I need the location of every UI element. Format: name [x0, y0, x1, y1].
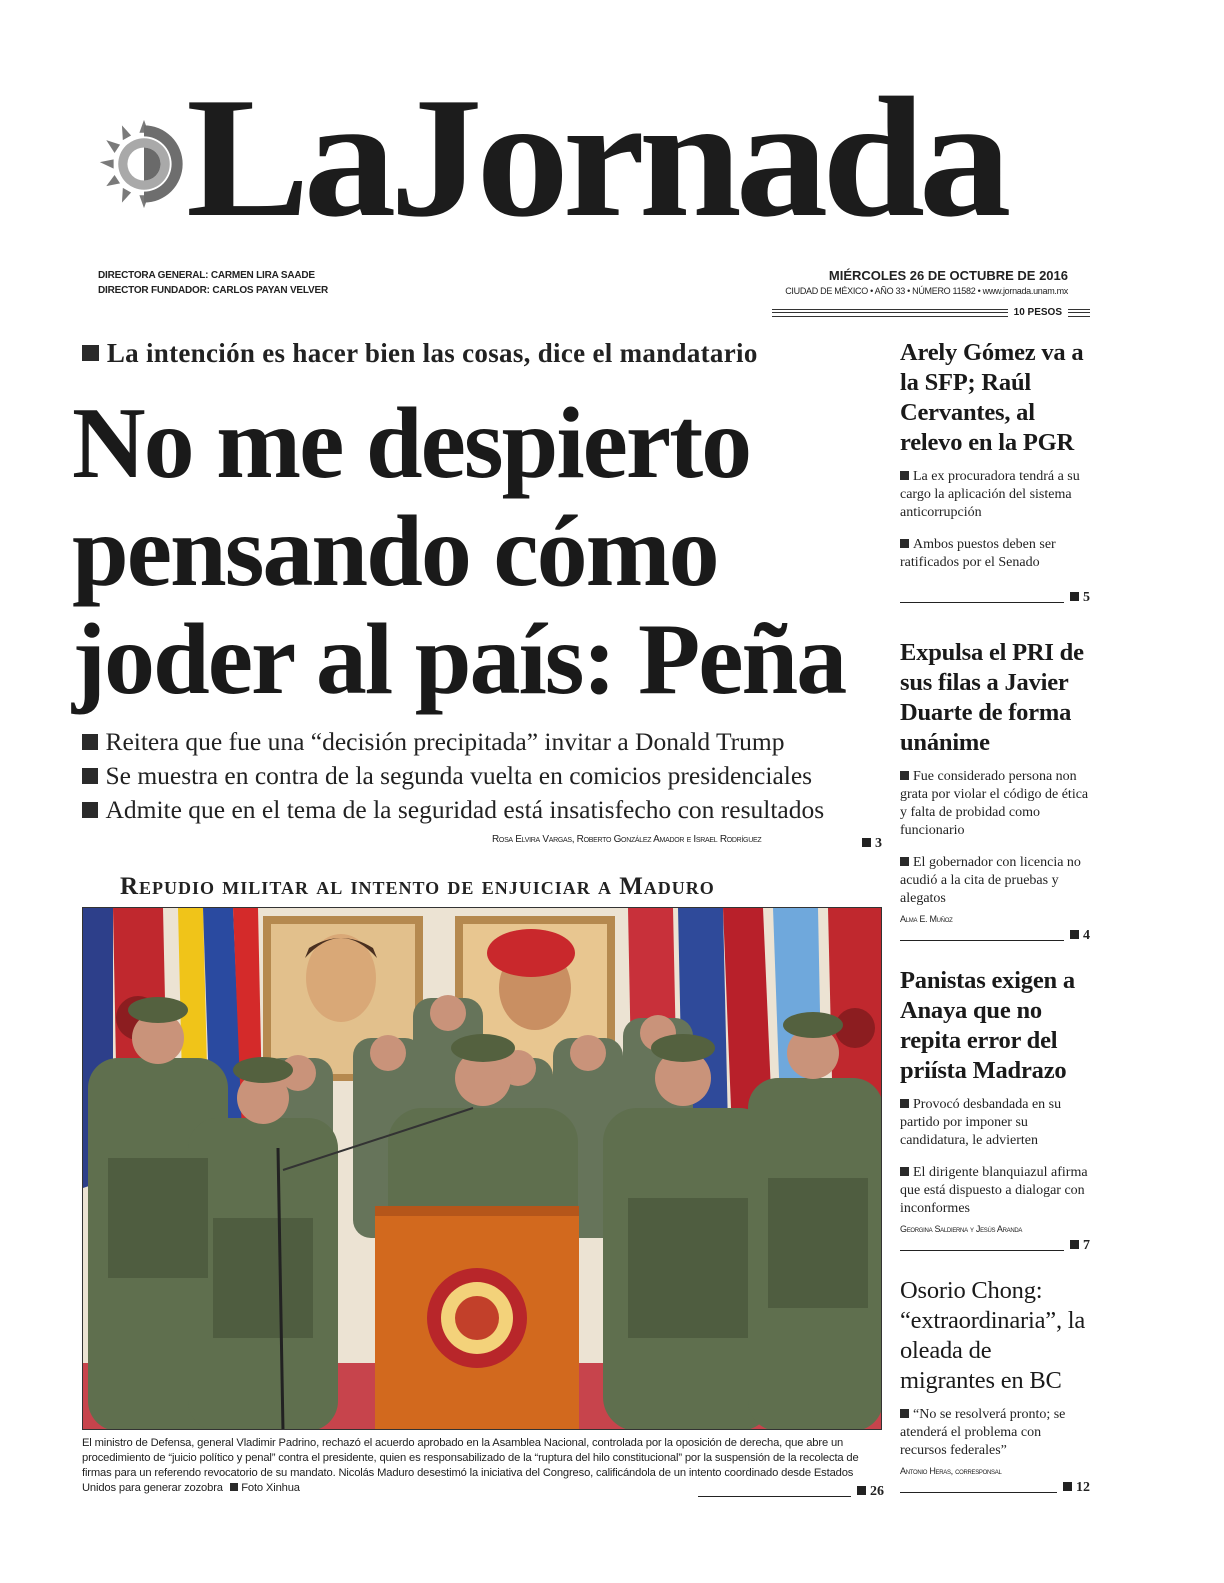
story-footer: [900, 590, 1090, 606]
sidebar-deck: “No se resolverá pronto; se atenderá el problema con recursos federales”: [900, 1407, 1066, 1458]
story-footer: [900, 1238, 1090, 1254]
bullet-square-icon: [82, 768, 98, 784]
page-reference[interactable]: 7: [1070, 1238, 1090, 1254]
page-reference[interactable]: 5: [1070, 590, 1090, 606]
photo-story-title[interactable]: Repudio militar al intento de enjuiciar a Maduro: [120, 873, 715, 900]
bullet-square-icon: [900, 1167, 909, 1176]
sidebar-story[interactable]: [900, 1276, 1090, 1496]
sidebar-byline: Alma E. Muñoz: [900, 914, 953, 924]
bullet-square-icon: [857, 1486, 866, 1495]
main-kicker: La intención es hacer bien las cosas, dice el mandatario: [82, 338, 758, 369]
sidebar-deck: La ex procuradora tendrá a su cargo la aplicación del sistema anticorrupción: [900, 469, 1080, 520]
bullet-square-icon: [82, 734, 98, 750]
story-footer: [900, 928, 1090, 944]
edition-info: CIUDAD DE MÉXICO • AÑO 33 • NÚMERO 11582 • www.jornada.unam.mx: [785, 286, 1068, 296]
sidebar-headline[interactable]: Expulsa el PRI de sus filas a Javier Duarte de forma unánime: [900, 639, 1084, 756]
bullet-square-icon: [1070, 930, 1079, 939]
bullet-square-icon: [1063, 1482, 1072, 1491]
issue-date: MIÉRCOLES 26 DE OCTUBRE DE 2016: [828, 268, 1068, 283]
sidebar-byline: Antonio Heras, corresponsal: [900, 1466, 1002, 1476]
page-reference[interactable]: 4: [1070, 928, 1090, 944]
sidebar-headline[interactable]: Arely Gómez va a la SFP; Raúl Cervantes, al relevo en la PGR: [900, 339, 1084, 456]
sidebar-byline: Georgina Saldierna y Jesús Aranda: [900, 1224, 1023, 1234]
sidebar-headline[interactable]: Osorio Chong: “extraordinaria”, la oleada de migrantes en BC: [900, 1277, 1086, 1394]
newspaper-logo[interactable]: LaJornada: [186, 63, 1006, 253]
bullet-square-icon: [1070, 592, 1079, 601]
subhead-item: Reitera que fue una “decisión precipitada” invitar a Donald Trump: [82, 725, 824, 759]
photo-page-reference[interactable]: 26: [698, 1484, 884, 1500]
subhead-item: Admite que en el tema de la seguridad está insatisfecho con resultados: [82, 793, 824, 827]
headline-line: pensando cómo: [72, 495, 718, 608]
military-press-conference-illustration: [83, 908, 882, 1430]
director-fundador: DIRECTOR FUNDADOR: CARLOS PAYAN VELVER: [98, 285, 329, 296]
rule: [698, 1496, 851, 1497]
sidebar-deck: Fue considerado persona non grata por violar el código de ética y falta de probidad como funcionario: [900, 769, 1089, 838]
directors-credits: [98, 268, 328, 298]
director-general: DIRECTORA GENERAL: CARMEN LIRA SAADE: [98, 270, 315, 281]
main-byline: Rosa Elvira Vargas, Roberto González Amador e Israel Rodríguez: [492, 834, 762, 845]
rule: [900, 602, 1064, 603]
headline-line: No me despierto: [72, 387, 751, 500]
bullet-square-icon: [900, 857, 909, 866]
triple-rule-end: [1068, 309, 1090, 317]
photo-caption: El ministro de Defensa, general Vladimir Padrino, rechazó el acuerdo aprobado en la Asamblea Nacional, controlada por la oposición de derecha, que abre un procedimiento de “juicio político y penal” contra el presidente, quien es responsabilizado de la “ruptura del hilo constitucional” por la suspensión de la recolecta de firmas para un referendo revocatorio de su mandato. Nicolás Maduro desestimó la iniciativa del Congreso, calificándola de un intento coordinado desde Estados Unidos para generar zozobra Foto Xinhua: [82, 1437, 859, 1494]
bullet-square-icon: [900, 771, 909, 780]
bullet-square-icon: [82, 802, 98, 818]
rule: [900, 940, 1064, 941]
bullet-square-icon: [900, 1409, 909, 1418]
bullet-square-icon: [900, 539, 909, 548]
page-reference[interactable]: 3: [862, 836, 882, 852]
price-rule: [772, 308, 1090, 317]
bullet-square-icon: [862, 838, 871, 847]
main-headline[interactable]: [72, 387, 892, 716]
sidebar-deck: Ambos puestos deben ser ratificados por el Senado: [900, 537, 1056, 570]
photo-credit: Foto Xinhua: [241, 1482, 300, 1494]
news-photo[interactable]: [82, 907, 882, 1430]
sidebar-story[interactable]: [900, 338, 1090, 606]
sidebar-story[interactable]: [900, 638, 1090, 944]
sidebar-deck: El gobernador con licencia no acudió a la cita de pruebas y alegatos: [900, 855, 1081, 906]
bullet-square-icon: [900, 1099, 909, 1108]
bullet-square-icon: [230, 1483, 238, 1491]
story-footer: [900, 1480, 1090, 1496]
sidebar-deck: El dirigente blanquiazul afirma que está dispuesto a dialogar con inconformes: [900, 1165, 1088, 1216]
sidebar-headline[interactable]: Panistas exigen a Anaya que no repita error del priísta Madrazo: [900, 967, 1075, 1084]
dateline: [785, 268, 1068, 298]
sidebar-story[interactable]: [900, 966, 1090, 1254]
price-label: 10 PESOS: [1013, 307, 1062, 318]
rule: [900, 1492, 1057, 1493]
bullet-square-icon: [900, 471, 909, 480]
sun-logo-icon: [98, 118, 190, 210]
bullet-square-icon: [1070, 1240, 1079, 1249]
triple-rule: [772, 309, 1008, 317]
subhead-item: Se muestra en contra de la segunda vuelta en comicios presidenciales: [82, 759, 824, 793]
bullet-square-icon: [82, 345, 99, 362]
rule: [900, 1250, 1064, 1251]
page-reference[interactable]: 12: [1063, 1480, 1090, 1496]
sidebar-deck: Provocó desbandada en su partido por imponer su candidatura, le advierten: [900, 1097, 1062, 1148]
headline-line: joder al país: Peña: [72, 603, 846, 716]
main-subheads: [82, 725, 824, 827]
